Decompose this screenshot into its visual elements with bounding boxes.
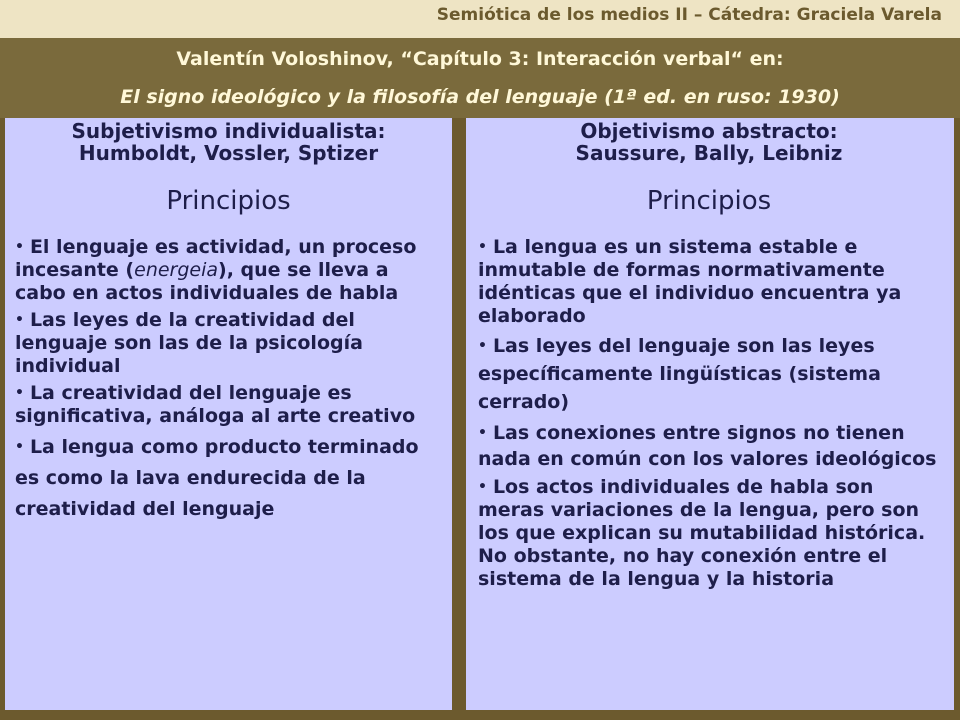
bullet-dot-icon: • [15,439,24,455]
left-panel-heading [15,120,442,164]
left-bullet-4 [15,432,442,525]
right-bullet-3-text: Las conexiones entre signos no tienen nada en común con los valores ideológicos [478,422,937,470]
book-title: El signo ideológico y la filosofía del lenguaje (1ª ed. en ruso: 1930) [120,86,840,108]
left-panel-subjetivismo [5,118,452,710]
bullet-dot-icon: • [15,239,24,255]
left-heading-line1: Subjetivismo individualista: [71,119,386,143]
left-heading-line2: Humboldt, Vossler, Sptizer [78,141,379,165]
right-panel-heading [478,120,940,164]
bullet-dot-icon: • [478,425,487,441]
bullet-dot-icon: • [478,338,487,354]
right-heading-line2: Saussure, Bally, Leibniz [575,141,843,165]
bullet-dot-icon: • [15,312,24,328]
right-bullet-1-text: La lengua es un sistema estable e inmutable de formas normativamente idénticas que el individuo encuentra ya elaborado [478,236,902,327]
left-principios-heading: Principios [166,186,291,216]
right-bullet-3 [478,420,940,472]
right-principios-heading: Principios [646,186,772,216]
left-bullet-1 [15,236,442,305]
left-bullet-3 [15,382,442,428]
right-bullet-4-text: Los actos individuales de habla son meras variaciones de la lengua, pero son los que explican su mutabilidad histórica. No obstante, no hay conexión entre el sistema de la lengua y la historia [478,476,926,590]
right-panel-objetivismo [466,118,954,710]
right-bullet-4 [478,476,940,591]
bullet-dot-icon: • [15,385,24,401]
right-bullet-2 [478,332,940,416]
right-heading-line1: Objetivismo abstracto: [580,119,838,143]
right-bullet-1 [478,236,940,328]
top-bar [0,0,960,38]
left-bullet-1-text-a: El lenguaje es actividad, un proceso incesante ( [15,236,417,281]
left-bullet-1-text-b: ), que se lleva a cabo en actos individuales de habla [15,259,399,304]
left-bullet-3-text: La creatividad del lenguaje es significativa, análoga al arte creativo [15,382,416,427]
left-bullet-1-emphasis: energeia [134,259,219,281]
source-reference: Valentín Voloshinov, “Capítulo 3: Interacción verbal“ en: [176,48,784,70]
course-title: Semiótica de los medios II – Cátedra: Graciela Varela [436,5,942,25]
left-bullet-4-text: La lengua como producto terminado es como la lava endurecida de la creatividad del lenguaje [15,436,419,520]
slide-header [0,38,960,118]
bullet-dot-icon: • [478,479,487,495]
left-bullet-2 [15,309,442,378]
right-bullet-2-text: Las leyes del lenguaje son las leyes específicamente lingüísticas (sistema cerrado) [478,335,881,413]
bullet-dot-icon: • [478,239,487,255]
left-bullet-2-text: Las leyes de la creatividad del lenguaje son las de la psicología individual [15,309,363,377]
